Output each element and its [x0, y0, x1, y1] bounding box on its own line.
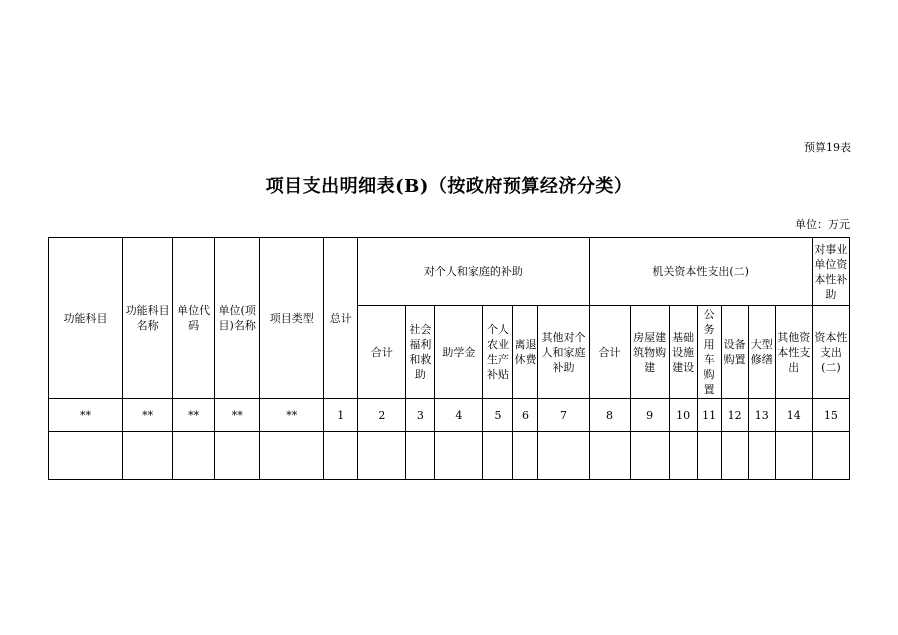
data-cell [812, 432, 849, 480]
header-other-personal: 其他对个人和家庭补助 [538, 306, 589, 399]
data-cell [49, 432, 123, 480]
code-cell: 14 [775, 399, 812, 432]
data-cell [748, 432, 775, 480]
header-group-personal: 对个人和家庭的补助 [358, 238, 589, 306]
code-cell: 3 [406, 399, 435, 432]
data-cell [589, 432, 630, 480]
data-cell [669, 432, 697, 480]
code-cell: ** [123, 399, 173, 432]
data-cell [260, 432, 324, 480]
data-cell [435, 432, 483, 480]
data-cell [483, 432, 513, 480]
header-project-type: 项目类型 [260, 238, 324, 399]
code-cell: 10 [669, 399, 697, 432]
header-building: 房屋建筑物购建 [630, 306, 669, 399]
budget-table [48, 237, 850, 480]
data-cell [630, 432, 669, 480]
code-cell: 8 [589, 399, 630, 432]
table-row [49, 432, 850, 480]
data-cell [123, 432, 173, 480]
code-cell: 12 [721, 399, 748, 432]
header-social-welfare: 社会福利和救助 [406, 306, 435, 399]
header-unit-project-name: 单位(项目)名称 [215, 238, 260, 399]
code-cell: 5 [483, 399, 513, 432]
code-cell: 9 [630, 399, 669, 432]
header-unit-code: 单位代码 [173, 238, 215, 399]
code-cell: ** [260, 399, 324, 432]
data-cell [406, 432, 435, 480]
header-personal-total: 合计 [358, 306, 406, 399]
header-enterprise-capital: 资本性支出(二) [812, 306, 849, 399]
code-cell: ** [215, 399, 260, 432]
header-scholarship: 助学金 [435, 306, 483, 399]
header-repair: 大型修缮 [748, 306, 775, 399]
code-cell: 4 [435, 399, 483, 432]
data-cell [721, 432, 748, 480]
code-cell: 11 [697, 399, 721, 432]
header-infrastructure: 基础设施建设 [669, 306, 697, 399]
data-cell [358, 432, 406, 480]
code-row [49, 399, 850, 432]
data-cell [324, 432, 358, 480]
code-cell: ** [49, 399, 123, 432]
header-capital-total: 合计 [589, 306, 630, 399]
header-other-capital: 其他资本性支出 [775, 306, 812, 399]
header-total: 总计 [324, 238, 358, 399]
header-equipment: 设备购置 [721, 306, 748, 399]
data-cell [215, 432, 260, 480]
table-number: 预算19表 [804, 141, 851, 154]
header-official-car: 公务用车购置 [697, 306, 721, 399]
header-retirement: 离退休费 [513, 306, 538, 399]
header-row-groups [49, 238, 850, 306]
code-cell: 6 [513, 399, 538, 432]
code-cell: 1 [324, 399, 358, 432]
unit-label: 单位：万元 [795, 218, 850, 231]
data-cell [697, 432, 721, 480]
data-cell [538, 432, 589, 480]
header-func-subject: 功能科目 [49, 238, 123, 399]
header-agri-subsidy: 个人农业生产补贴 [483, 306, 513, 399]
header-group-enterprise: 对事业单位资本性补助 [812, 238, 849, 306]
code-cell: 2 [358, 399, 406, 432]
page-title: 项目支出明细表(B)（按政府预算经济分类） [265, 176, 633, 197]
code-cell: 15 [812, 399, 849, 432]
data-cell [775, 432, 812, 480]
header-group-capital: 机关资本性支出(二) [589, 238, 812, 306]
code-cell: 13 [748, 399, 775, 432]
code-cell: ** [173, 399, 215, 432]
header-func-subject-name: 功能科目名称 [123, 238, 173, 399]
code-cell: 7 [538, 399, 589, 432]
data-cell [173, 432, 215, 480]
data-cell [513, 432, 538, 480]
